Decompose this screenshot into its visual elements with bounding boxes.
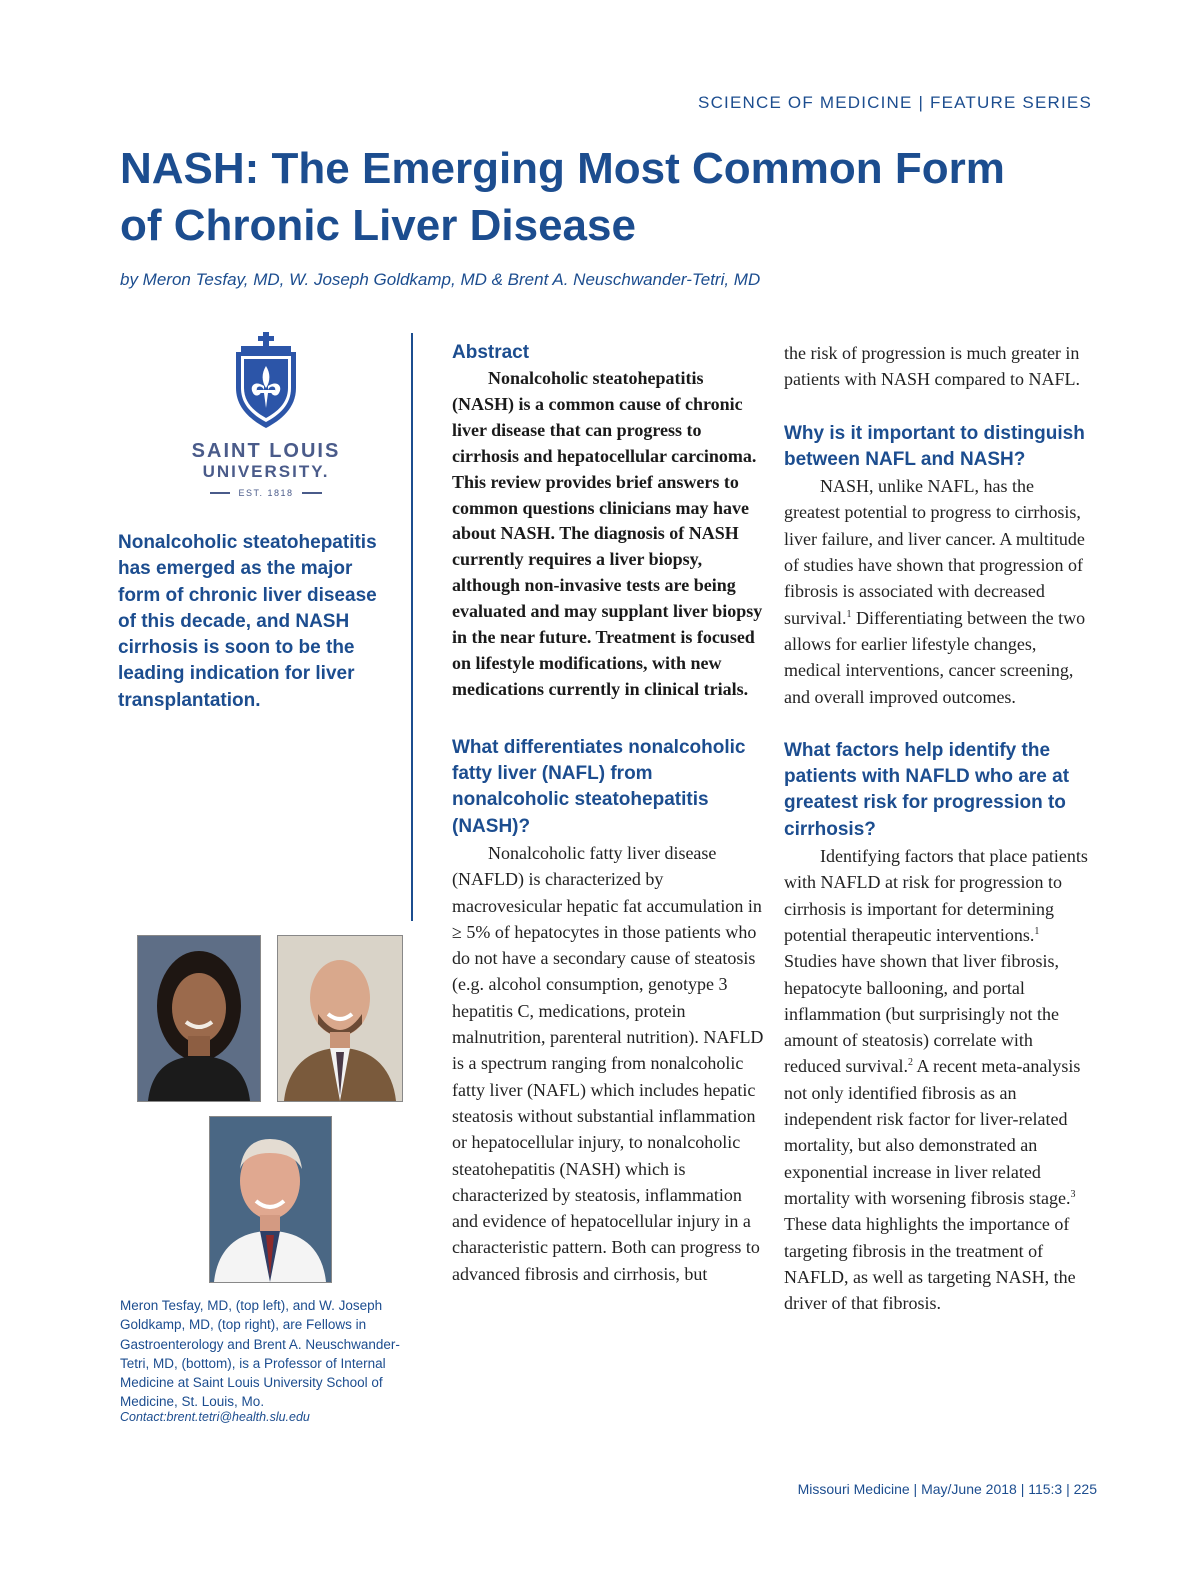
section3-text xyxy=(784,843,1094,1316)
citation-ref: 1 xyxy=(846,608,852,620)
contact-email[interactable]: Contact:brent.tetri@health.slu.edu xyxy=(120,1410,310,1424)
section2-text-b: Differentiating between the two allows for earlier lifestyle changes, medical interventions, cancer screening, and overall improved outcomes. xyxy=(784,607,1086,707)
citation-ref: 3 xyxy=(1070,1188,1076,1200)
article-title xyxy=(120,140,1080,254)
citation-ref: 1 xyxy=(1034,925,1040,937)
abstract-text: Nonalcoholic steatohepatitis (NASH) is a common cause of chronic liver disease that can progress to cirrhosis and hepatocellular carcinoma. This review provides brief answers to common questions clinicians may have about NASH. The diagnosis of NASH currently requires a liver biopsy, although non-invasive tests are being evaluated and may supplant liver biopsy in the near future. Treatment is focused on lifestyle modifications, with new medications currently in clinical trials. xyxy=(452,368,763,699)
section3-heading: What factors help identify the patients with NAFLD who are at greatest risk for progression to cirrhosis? xyxy=(784,739,1070,840)
column-divider xyxy=(411,333,413,921)
section2-heading: Why is it important to distinguish between NAFL and NASH? xyxy=(784,422,1085,470)
logo-dash-left xyxy=(210,492,230,494)
portrait-image xyxy=(210,1117,331,1282)
right-column xyxy=(784,340,1094,1316)
author-photo-tesfay xyxy=(137,935,261,1102)
portrait-image xyxy=(278,936,402,1101)
section1-heading: What differentiates nonalcoholic fatty liver (NAFL) from nonalcoholic steatohepatitis (NASH)? xyxy=(452,736,746,837)
abstract-heading: Abstract xyxy=(452,342,530,363)
title-line-1: NASH: The Emerging Most Common Form xyxy=(120,144,1005,193)
logo-est-text: EST. 1818 xyxy=(238,488,294,498)
section3-text-c: A recent meta-analysis not only identified fibrosis as an independent risk factor for liver-related mortality, but also demonstrated an exponential increase in liver related mortality with worsening fibrosis stage. xyxy=(784,1056,1081,1208)
page-footer: Missouri Medicine | May/June 2018 | 115:3 | 225 xyxy=(797,1481,1097,1497)
logo-dash-right xyxy=(302,492,322,494)
author-photo-goldkamp xyxy=(277,935,403,1102)
section2-text-a: NASH, unlike NAFL, has the greatest potential to progress to cirrhosis, liver failure, and liver cancer. A multitude of studies have shown that progression of fibrosis is associated with decreased survival. xyxy=(784,476,1085,628)
pull-quote: Nonalcoholic steatohepatitis has emerged as the major form of chronic liver disease of this decade, and NASH cirrhosis is soon to be the leading indication for liver transplantation. xyxy=(118,532,377,711)
section3-text-a: Identifying factors that place patients with NAFLD at risk for progression to cirrhosis is important for determining potential therapeutic interventions. xyxy=(784,846,1088,945)
title-line-2: of Chronic Liver Disease xyxy=(120,201,636,250)
byline: by Meron Tesfay, MD, W. Joseph Goldkamp, MD & Brent A. Neuschwander-Tetri, MD xyxy=(120,270,761,289)
middle-column xyxy=(452,340,764,1287)
series-label: SCIENCE OF MEDICINE | FEATURE SERIES xyxy=(698,93,1092,112)
section3-text-d: These data highlights the importance of targeting fibrosis in the treatment of NAFLD, as well as targeting NASH, the driver of that fibrosis. xyxy=(784,1214,1076,1314)
logo-text-line1: SAINT LOUIS xyxy=(191,440,341,462)
section1-continued: the risk of progression is much greater in patients with NASH compared to NAFL. xyxy=(784,343,1080,390)
portrait-image xyxy=(138,936,260,1101)
logo-text-line2: UNIVERSITY. xyxy=(202,462,330,481)
logo-established xyxy=(190,488,342,498)
section2-text xyxy=(784,473,1094,710)
university-shield-icon xyxy=(233,330,299,430)
university-logo xyxy=(190,330,342,508)
section3-text-b: Studies have shown that liver fibrosis, hepatocyte ballooning, and portal inflammation (but surprisingly not the amount of steatosis) correlate with reduced survival. xyxy=(784,951,1059,1077)
section1-text: Nonalcoholic fatty liver disease (NAFLD) is characterized by macrovesicular hepatic fat accumulation in ≥ 5% of hepatocytes in those patients who do not have a secondary cause of steatosis (e.g. alcohol consumption, genotype 3 hepatitis C, medications, protein malnutrition, parenteral nutrition). NAFLD is a spectrum ranging from nonalcoholic fatty liver (NAFL) which includes hepatic steatosis without substantial inflammation or hepatocellular injury, to nonalcoholic steatohepatitis (NASH) which is characterized by steatosis, inflammation and evidence of hepatocellular injury in a characteristic pattern. Both can progress to advanced fibrosis and cirrhosis, but xyxy=(452,842,764,1284)
author-photo-neuschwander-tetri xyxy=(209,1116,332,1283)
citation-ref: 2 xyxy=(907,1057,913,1069)
author-caption: Meron Tesfay, MD, (top left), and W. Joseph Goldkamp, MD, (top right), are Fellows in Gastroenterology and Brent A. Neuschwander-Tetri, MD, (bottom), is a Professor of Internal Medicine at Saint Louis University School of Medicine, St. Louis, Mo. xyxy=(120,1298,400,1410)
